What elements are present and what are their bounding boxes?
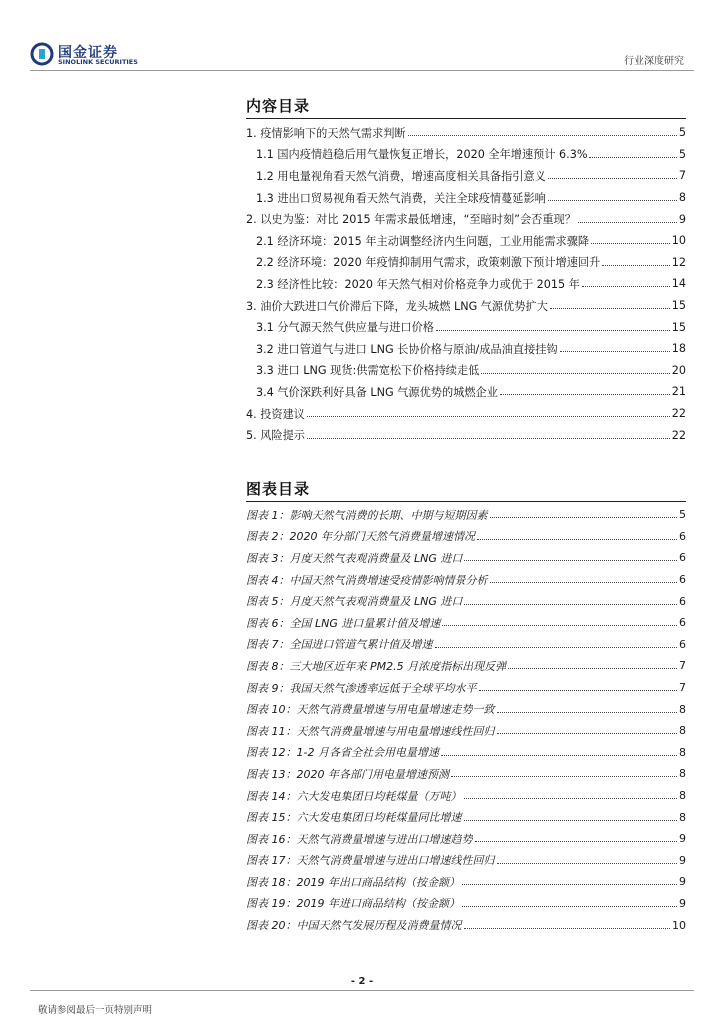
figure-entry-page-number: 8 [679, 702, 686, 716]
dot-leader [464, 928, 671, 929]
figure-entry-text: 图表 14：六大发电集团日均耗煤量（万吨） [246, 789, 462, 803]
figure-entry-page-number: 8 [679, 789, 686, 803]
figure-entry[interactable] [246, 698, 686, 720]
figure-entry-text: 图表 16：天然气消费量增速与进出口增速趋势 [246, 832, 473, 846]
toc-entry-page-number: 9 [678, 212, 686, 226]
figure-entry-page-number: 8 [679, 745, 686, 759]
dot-leader [475, 841, 678, 842]
figure-entry-text: 图表 8：三大地区近年来 PM2.5 月浓度指标出现反弹 [246, 659, 507, 673]
figure-entry-page-number: 6 [679, 616, 686, 630]
figure-entry-text: 图表 10：天然气消费量增速与用电量增速走势一致 [246, 703, 495, 717]
figure-entry[interactable] [246, 742, 686, 764]
logo-chinese-name: 国金证券 [58, 45, 118, 61]
figure-entry[interactable] [246, 720, 686, 742]
figure-entry[interactable] [246, 547, 686, 569]
figure-entry-text: 图表 2：2020 年分部门天然气消费量增速情况 [246, 530, 475, 544]
toc-entry[interactable] [246, 252, 686, 274]
figure-entry-page-number: 6 [679, 594, 686, 608]
figure-entry[interactable] [246, 828, 686, 850]
header-divider [30, 70, 694, 71]
toc-entry-page-number: 18 [671, 342, 686, 356]
figure-entry-text: 图表 15：六大发电集团日均耗煤量同比增速 [246, 811, 462, 825]
figure-entry-page-number: 9 [679, 832, 686, 846]
dot-leader [560, 351, 670, 352]
figure-entry-page-number: 8 [679, 724, 686, 738]
toc-entry[interactable] [246, 295, 686, 317]
toc-entry-text: 2. 以史为鉴：对比 2015 年需求最低增速，“至暗时刻”会否重现？ [246, 213, 576, 227]
dot-leader [464, 820, 678, 821]
dot-leader [479, 690, 678, 691]
figure-entry[interactable] [246, 677, 686, 699]
toc-entry-page-number: 22 [671, 428, 686, 442]
figure-entry-text: 图表 12：1-2 月各省全社会用电量增速 [246, 746, 439, 760]
figure-entry-page-number: 6 [679, 551, 686, 565]
dot-leader [451, 776, 677, 777]
dot-leader [307, 438, 670, 439]
figure-entry[interactable] [246, 806, 686, 828]
toc-entry[interactable] [246, 338, 686, 360]
figure-entry-text: 图表 6：全国 LNG 进口量累计值及增速 [246, 616, 441, 630]
dot-leader [490, 517, 678, 518]
dot-leader [548, 200, 677, 201]
toc-entry-page-number: 15 [671, 299, 686, 313]
dot-leader [508, 668, 677, 669]
figure-entry-page-number: 7 [679, 659, 686, 673]
dot-leader [441, 755, 677, 756]
toc-entry-page-number: 8 [678, 191, 686, 205]
toc-entry[interactable] [246, 381, 686, 403]
toc-entry-text: 5. 风险提示 [246, 429, 305, 443]
figure-entry-page-number: 9 [679, 853, 686, 867]
figure-entry-page-number: 6 [679, 529, 686, 543]
figure-entry-text: 图表 9：我国天然气渗透率远低于全球平均水平 [246, 681, 477, 695]
toc-title: 内容目录 [246, 97, 311, 115]
toc-entry-text: 1.3 进出口贸易视角看天然气消费，关注全球疫情蔓延影响 [256, 191, 546, 205]
dot-leader [436, 330, 670, 331]
figure-entry[interactable] [246, 914, 686, 936]
toc-entry-text: 3.4 气价深跌利好具备 LNG 气源优势的城燃企业 [256, 385, 498, 399]
dot-leader [578, 222, 677, 223]
figure-entry-page-number: 10 [672, 918, 686, 932]
toc-entry-page-number: 14 [671, 277, 686, 291]
footer-disclaimer: 敬请参阅最后一页特别声明 [38, 1005, 153, 1016]
figure-entry-text: 图表 1：影响天然气消费的长期、中期与短期因素 [246, 508, 488, 522]
dot-leader [462, 884, 677, 885]
figure-entry-text: 图表 5：月度天然气表观消费量及 LNG 进口 [246, 595, 463, 609]
toc-entry[interactable] [246, 316, 686, 338]
toc-list [246, 122, 686, 446]
footer-divider [30, 990, 694, 991]
toc-entry-page-number: 5 [678, 147, 686, 161]
toc-entry-page-number: 15 [671, 320, 686, 334]
toc-entry[interactable] [246, 144, 686, 166]
dot-leader [550, 308, 670, 309]
dot-leader [500, 394, 670, 395]
toc-entry-text: 3.2 进口管道气与进口 LNG 长协价格与原油/成品油直接挂钩 [256, 342, 558, 356]
dot-leader [477, 539, 677, 540]
toc-entry[interactable] [246, 165, 686, 187]
figure-entry-text: 图表 19：2019 年进口商品结构（按金额） [246, 897, 460, 911]
figure-entry[interactable] [246, 612, 686, 634]
figure-entry-page-number: 8 [679, 810, 686, 824]
toc-entry-text: 4. 投资建议 [246, 407, 305, 421]
toc-entry[interactable] [246, 208, 686, 230]
figure-entry-page-number: 9 [679, 896, 686, 910]
toc-entry-page-number: 10 [671, 234, 686, 248]
figure-entry[interactable] [246, 893, 686, 915]
figure-entry[interactable] [246, 655, 686, 677]
page-header [0, 0, 724, 76]
toc-entry-text: 2.3 经济性比较：2020 年天然气相对价格竞争力或优于 2015 年 [256, 277, 580, 291]
figures-title: 图表目录 [246, 480, 311, 498]
figure-entry-text: 图表 11：天然气消费量增速与用电量增速线性回归 [246, 724, 495, 738]
toc-entry[interactable] [246, 403, 686, 425]
toc-title-rule [246, 118, 686, 119]
figures-list [246, 504, 686, 936]
figure-entry-page-number: 9 [679, 875, 686, 889]
dot-leader [464, 798, 678, 799]
figure-entry-text: 图表 4：中国天然气消费增速受疫情影响情景分析 [246, 573, 488, 587]
toc-entry[interactable] [246, 230, 686, 252]
toc-entry-page-number: 5 [678, 126, 686, 140]
dot-leader [591, 243, 670, 244]
figure-entry-page-number: 6 [679, 573, 686, 587]
toc-entry-text: 3. 油价大跌进口气价滞后下降，龙头城燃 LNG 气源优势扩大 [246, 299, 548, 313]
toc-entry-page-number: 22 [671, 407, 686, 421]
report-type-label: 行业深度研究 [624, 56, 684, 67]
figure-entry-text: 图表 17：天然气消费量增速与进出口增速线性回归 [246, 854, 495, 868]
toc-entry-text: 3.3 进口 LNG 现货:供需宽松下价格持续走低 [256, 364, 480, 378]
toc-entry[interactable] [246, 187, 686, 209]
figure-entry-page-number: 8 [679, 767, 686, 781]
dot-leader [589, 157, 676, 158]
figures-title-rule [246, 501, 686, 502]
toc-entry[interactable] [246, 424, 686, 446]
figure-entry[interactable] [246, 504, 686, 526]
toc-entry-text: 1. 疫情影响下的天然气需求判断 [246, 126, 406, 140]
toc-entry-text: 2.2 经济环境：2020 年疫情抑制用气需求，政策刺激下预计增速回升 [256, 256, 601, 270]
figure-entry[interactable] [246, 569, 686, 591]
toc-entry-page-number: 21 [671, 385, 686, 399]
figure-entry-page-number: 6 [679, 637, 686, 651]
toc-entry-text: 1.2 用电量视角看天然气消费，增速高度相关具备指引意义 [256, 169, 546, 183]
figure-entry-text: 图表 3：月度天然气表观消费量及 LNG 进口 [246, 551, 463, 565]
dot-leader [548, 178, 677, 179]
toc-entry-page-number: 12 [671, 255, 686, 269]
toc-entry-text: 3.1 分气源天然气供应量与进口价格 [256, 321, 434, 335]
dot-leader [435, 647, 678, 648]
figure-entry-text: 图表 18：2019 年出口商品结构（按金额） [246, 875, 460, 889]
dot-leader [497, 712, 678, 713]
page-number: - 2 - [350, 976, 374, 987]
figure-entry[interactable] [246, 850, 686, 872]
toc-entry[interactable] [246, 360, 686, 382]
figure-entry[interactable] [246, 526, 686, 548]
figure-entry[interactable] [246, 763, 686, 785]
figure-entry[interactable] [246, 785, 686, 807]
dot-leader [481, 373, 669, 374]
dot-leader [462, 906, 677, 907]
dot-leader [602, 265, 669, 266]
toc-entry-text: 2.1 经济环境：2015 年主动调整经济内生问题，工业用能需求骤降 [256, 234, 590, 248]
dot-leader [497, 733, 678, 734]
dot-leader [307, 416, 670, 417]
toc-entry[interactable] [246, 122, 686, 144]
dot-leader [464, 604, 677, 605]
dot-leader [464, 560, 677, 561]
figure-entry-text: 图表 20：中国天然气发展历程及消费量情况 [246, 919, 462, 933]
figure-entry[interactable] [246, 634, 686, 656]
logo-english-name: SINOLINK SECURITIES [58, 58, 138, 66]
toc-entry-text: 1.1 国内疫情趋稳后用气量恢复正增长，2020 全年增速预计 6.3% [256, 148, 588, 162]
dot-leader [582, 286, 670, 287]
figure-entry-page-number: 7 [679, 681, 686, 695]
dot-leader [442, 625, 677, 626]
dot-leader [408, 135, 677, 136]
figure-entry[interactable] [246, 871, 686, 893]
toc-entry-page-number: 7 [678, 169, 686, 183]
figure-entry-page-number: 5 [679, 508, 686, 522]
dot-leader [490, 582, 678, 583]
company-logo [30, 42, 140, 68]
figure-entry-text: 图表 13：2020 年各部门用电量增速预测 [246, 767, 449, 781]
toc-entry[interactable] [246, 273, 686, 295]
figure-entry-text: 图表 7：全国进口管道气累计值及增速 [246, 638, 433, 652]
logo-mark-icon [30, 42, 54, 66]
figure-entry[interactable] [246, 590, 686, 612]
toc-entry-page-number: 20 [671, 363, 686, 377]
dot-leader [497, 863, 678, 864]
